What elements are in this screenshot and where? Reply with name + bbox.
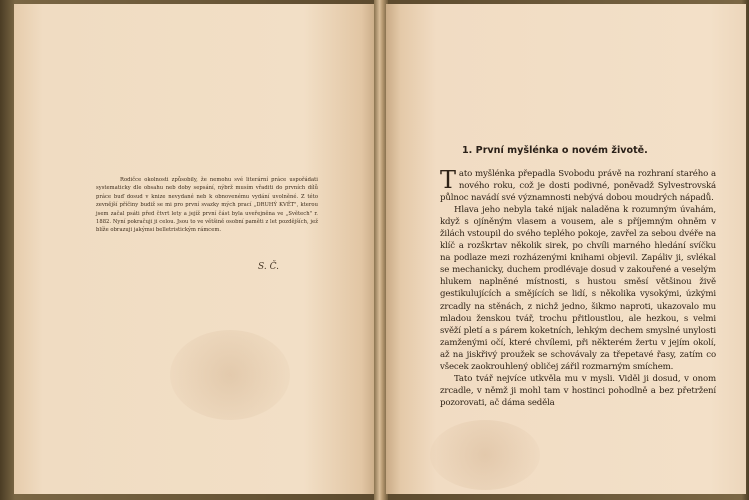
page-stain xyxy=(430,420,540,490)
drop-cap: T xyxy=(440,166,456,194)
preface-line: r. 1882. Nyní pokračuji ji celou. Jsou to ve většině osobní paměti xyxy=(96,210,319,226)
preface-line: pro první svazky mých prací „DRUHÝ KVĚT", kterou jsem začal xyxy=(96,202,318,217)
paragraph xyxy=(440,168,716,204)
left-page xyxy=(14,4,376,494)
preface-line: k obnovenému vydání uvolněné. Z této zevnější příčiny budiž se mi xyxy=(96,193,318,209)
preface-line: vřaditi do prvních dílů práce buď dosud v knize nevydané neb xyxy=(96,185,318,200)
chapter-title: 1. První myšlénka o novém životě. xyxy=(462,145,648,156)
preface-note xyxy=(96,176,318,235)
paragraph: Hlava jeho nebyla také nijak naladěna k rozumným úvahám, když s ojíněným vlasem a vousem, ale s příjemným ohněm v žilách vstoupil do svého teplého pokoje, zavřel za sebou dvéře na klíč a rozškrtav několik sirek, po chvíli marného hledání svíčku na podlaze mezi rozházenými knihami objevil. Zapáliv ji, svlékal se mechanicky, duchem prodlévaje dosud v zakouřené a veselým hlukem naplněné místnosti, s hustou směsí většinou živě gestikulujících a smějících se lidí, s několika vysokými, úzkými zrcadly na stěnách, z nichž jedno, šikmo naproti, ukazovalo mu mladou ženskou tvář, trochu přitloustlou, ale hezkou, s velmi svěží pletí a s párem koketních, lehkým dechem smyslné unylosti zamženými očí, které chvílemi, při některém žertu v jejím okolí, až na jiskřivý proužek se schovávaly za třepetavé řasy, zatím co všecek zaokrouhlený obličej zářil rozmarným smíchem. xyxy=(440,205,716,372)
chapter-body xyxy=(440,168,716,409)
preface-signature: S. Č. xyxy=(258,262,279,272)
preface-line: psáti před čtvrt lety a jejíž první část byla uveřejněna ve „Světech" xyxy=(126,210,313,217)
page-stain xyxy=(170,330,290,420)
paragraph-text: ato myšlénka přepadla Svobodu právě na rozhraní starého a nového roku, což je dosti podivné, poněvadž Sylvestrovská půlnoc navádí své významnosti nebývá dobou moudrých nápadů. xyxy=(440,169,716,204)
paragraph: Tato tvář nejvíce utkvěla mu v mysli. Viděl ji dosud, v onom zrcadle, v němž ji mohl tam v hostinci pohodlně a bez přetržení pozorovati, ač dáma seděla xyxy=(440,373,716,408)
preface-line: Rodičce okolnosti způsobily, že nemohu své literární práce xyxy=(120,177,287,183)
preface-line: z let pozdějších, jež blíže obrazuji jakýmsi belletristickým rámcem. xyxy=(96,219,318,234)
preface-line: uspořádati systematicky dle obsahu neb doby sepsání, nýbrž musím xyxy=(96,177,318,192)
